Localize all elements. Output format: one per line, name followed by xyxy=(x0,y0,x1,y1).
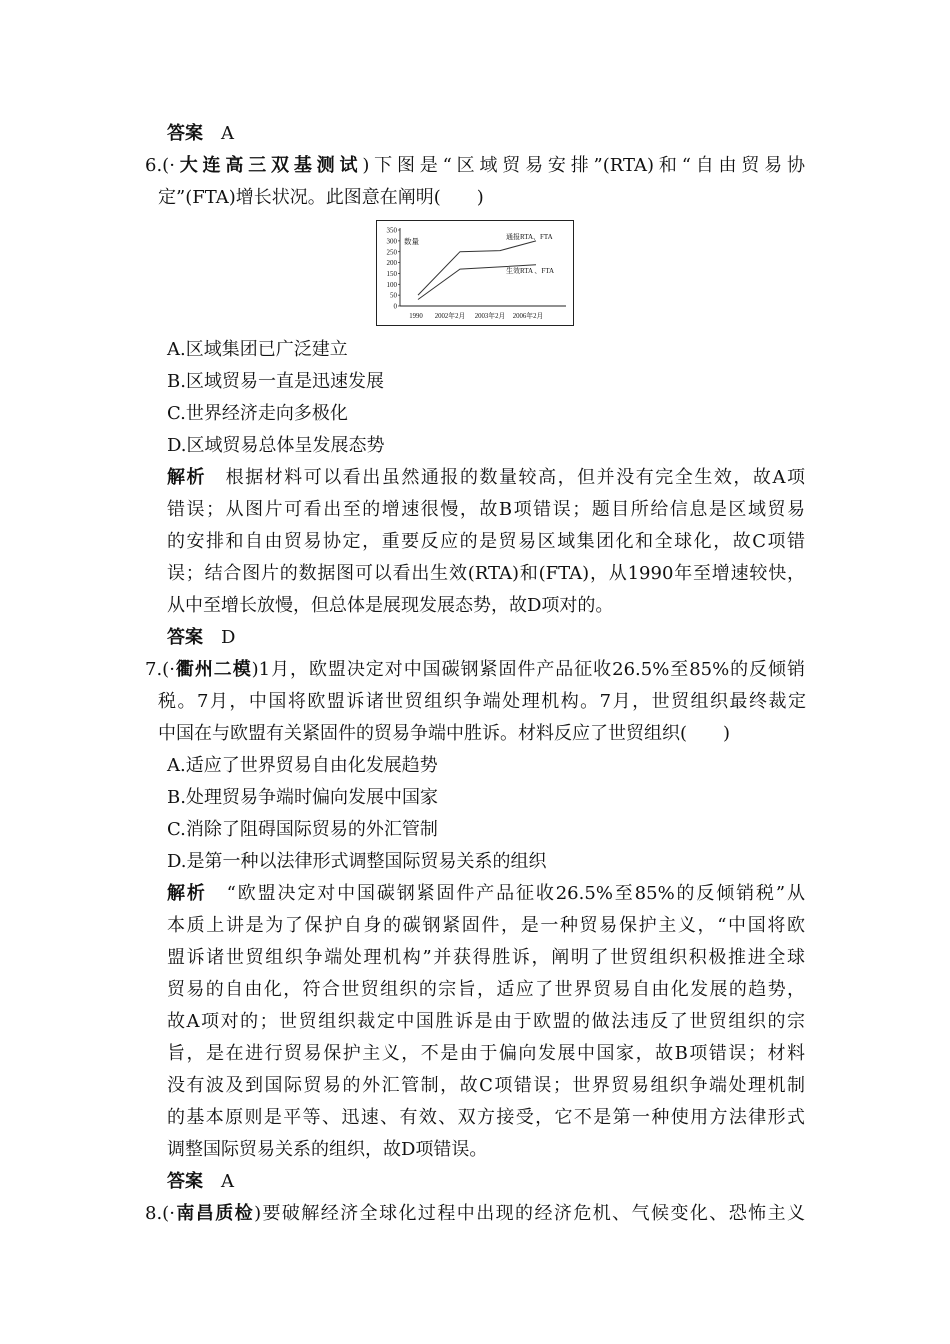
rta-fta-line-chart xyxy=(376,220,574,326)
y-tick-label: 50 xyxy=(390,291,397,300)
q6-analysis-line1: 解析 根据材料可以看出虽然通报的数量较高，但并没有完全生效，故A项 xyxy=(167,467,805,488)
q7-analysis-line8: 的基本原则是平等、迅速、有效、双方接受，它不是第一种使用方法律形式 xyxy=(167,1107,805,1128)
q7-analysis-line9: 调整国际贸易关系的组织，故D项错误。 xyxy=(167,1139,488,1160)
answer-q5: 答案 A xyxy=(167,123,234,144)
q7-analysis-line3: 盟诉诸世贸组织争端处理机构”并获得胜诉，阐明了世贸组织积极推进全球 xyxy=(167,947,805,968)
q7-option-d: D.是第一种以法律形式调整国际贸易关系的组织 xyxy=(167,851,547,872)
q6-option-d: D.区域贸易总体呈发展态势 xyxy=(167,435,385,456)
x-tick-label: 2003年2月 xyxy=(474,313,506,320)
q6-option-a: A.区域集团已广泛建立 xyxy=(167,339,348,360)
series-label-2: 生效RTA 、FTA xyxy=(506,267,555,275)
y-tick-label: 300 xyxy=(386,237,397,246)
q7-analysis-line6: 旨，是在进行贸易保护主义，不是由于偏向发展中国家，故B项错误；材料 xyxy=(167,1043,805,1064)
series-label-1: 通报RTA、FTA xyxy=(506,233,553,241)
y-axis-label: 数量 xyxy=(404,236,419,246)
x-tick-label: 1990 xyxy=(409,313,423,320)
q7-option-b: B.处理贸易争端时偏向发展中国家 xyxy=(167,787,438,808)
y-tick-label: 150 xyxy=(386,270,397,279)
answer-q7: 答案 A xyxy=(167,1171,234,1192)
q7-analysis-line7: 没有波及到国际贸易的外汇管制，故C项错误；世界贸易组织争端处理机制 xyxy=(167,1075,805,1096)
q6-stem-line1: 6.(·大连高三双基测试)下图是“区域贸易安排”(RTA)和“自由贸易协 xyxy=(145,155,806,176)
q7-stem-line1: 7.(·衢州二模)1月，欧盟决定对中国碳钢紧固件产品征收26.5%至85%的反倾销 xyxy=(145,659,805,680)
q6-option-c: C.世界经济走向多极化 xyxy=(167,403,348,424)
y-tick-label: 350 xyxy=(386,226,397,235)
q6-analysis-line3: 的安排和自由贸易协定，重要反应的是贸易区域集团化和全球化，故C项错 xyxy=(167,531,805,552)
q7-analysis-line4: 贸易的自由化，符合世贸组织的宗旨，适应了世界贸易自由化发展的趋势， xyxy=(167,979,805,1000)
x-tick-label: 2002年2月 xyxy=(434,313,466,320)
answer-q6: 答案 D xyxy=(167,627,236,648)
q7-option-a: A.适应了世界贸易自由化发展趋势 xyxy=(167,755,438,776)
y-tick-label: 0 xyxy=(393,302,397,311)
q7-analysis-line2: 本质上讲是为了保护自身的碳钢紧固件，是一种贸易保护主义，“中国将欧 xyxy=(167,915,805,936)
q8-stem-line1: 8.(·南昌质检)要破解经济全球化过程中出现的经济危机、气候变化、恐怖主义 xyxy=(145,1203,806,1224)
y-tick-label: 250 xyxy=(386,248,397,257)
q6-option-b: B.区域贸易一直是迅速发展 xyxy=(167,371,384,392)
q6-analysis-line4: 误；结合图片的数据图可以看出生效(RTA)和(FTA)，从1990年至增速较快， xyxy=(167,563,805,584)
q6-analysis-line2: 错误；从图片可看出至的增速很慢，故B项错误；题目所给信息是区域贸易 xyxy=(167,499,805,520)
y-tick-label: 100 xyxy=(386,280,397,289)
q7-analysis-line1: 解析 “欧盟决定对中国碳钢紧固件产品征收26.5%至85%的反倾销税”从 xyxy=(167,883,806,904)
x-tick-label: 2006年2月 xyxy=(512,313,544,320)
q7-stem-line3: 中国在与欧盟有关紧固件的贸易争端中胜诉。材料反应了世贸组织( ) xyxy=(158,723,731,744)
q6-analysis-line5: 从中至增长放慢，但总体是展现发展态势，故D项对的。 xyxy=(167,595,614,616)
q7-stem-line2: 税。7月，中国将欧盟诉诸世贸组织争端处理机构。7月，世贸组织最终裁定 xyxy=(158,691,806,712)
q6-stem-line2: 定”(FTA)增长状况。此图意在阐明( ) xyxy=(158,187,484,208)
q7-option-c: C.消除了阻碍国际贸易的外汇管制 xyxy=(167,819,438,840)
y-tick-label: 200 xyxy=(386,259,397,268)
q7-analysis-line5: 故A项对的；世贸组织裁定中国胜诉是由于欧盟的做法违反了世贸组织的宗 xyxy=(167,1011,805,1032)
